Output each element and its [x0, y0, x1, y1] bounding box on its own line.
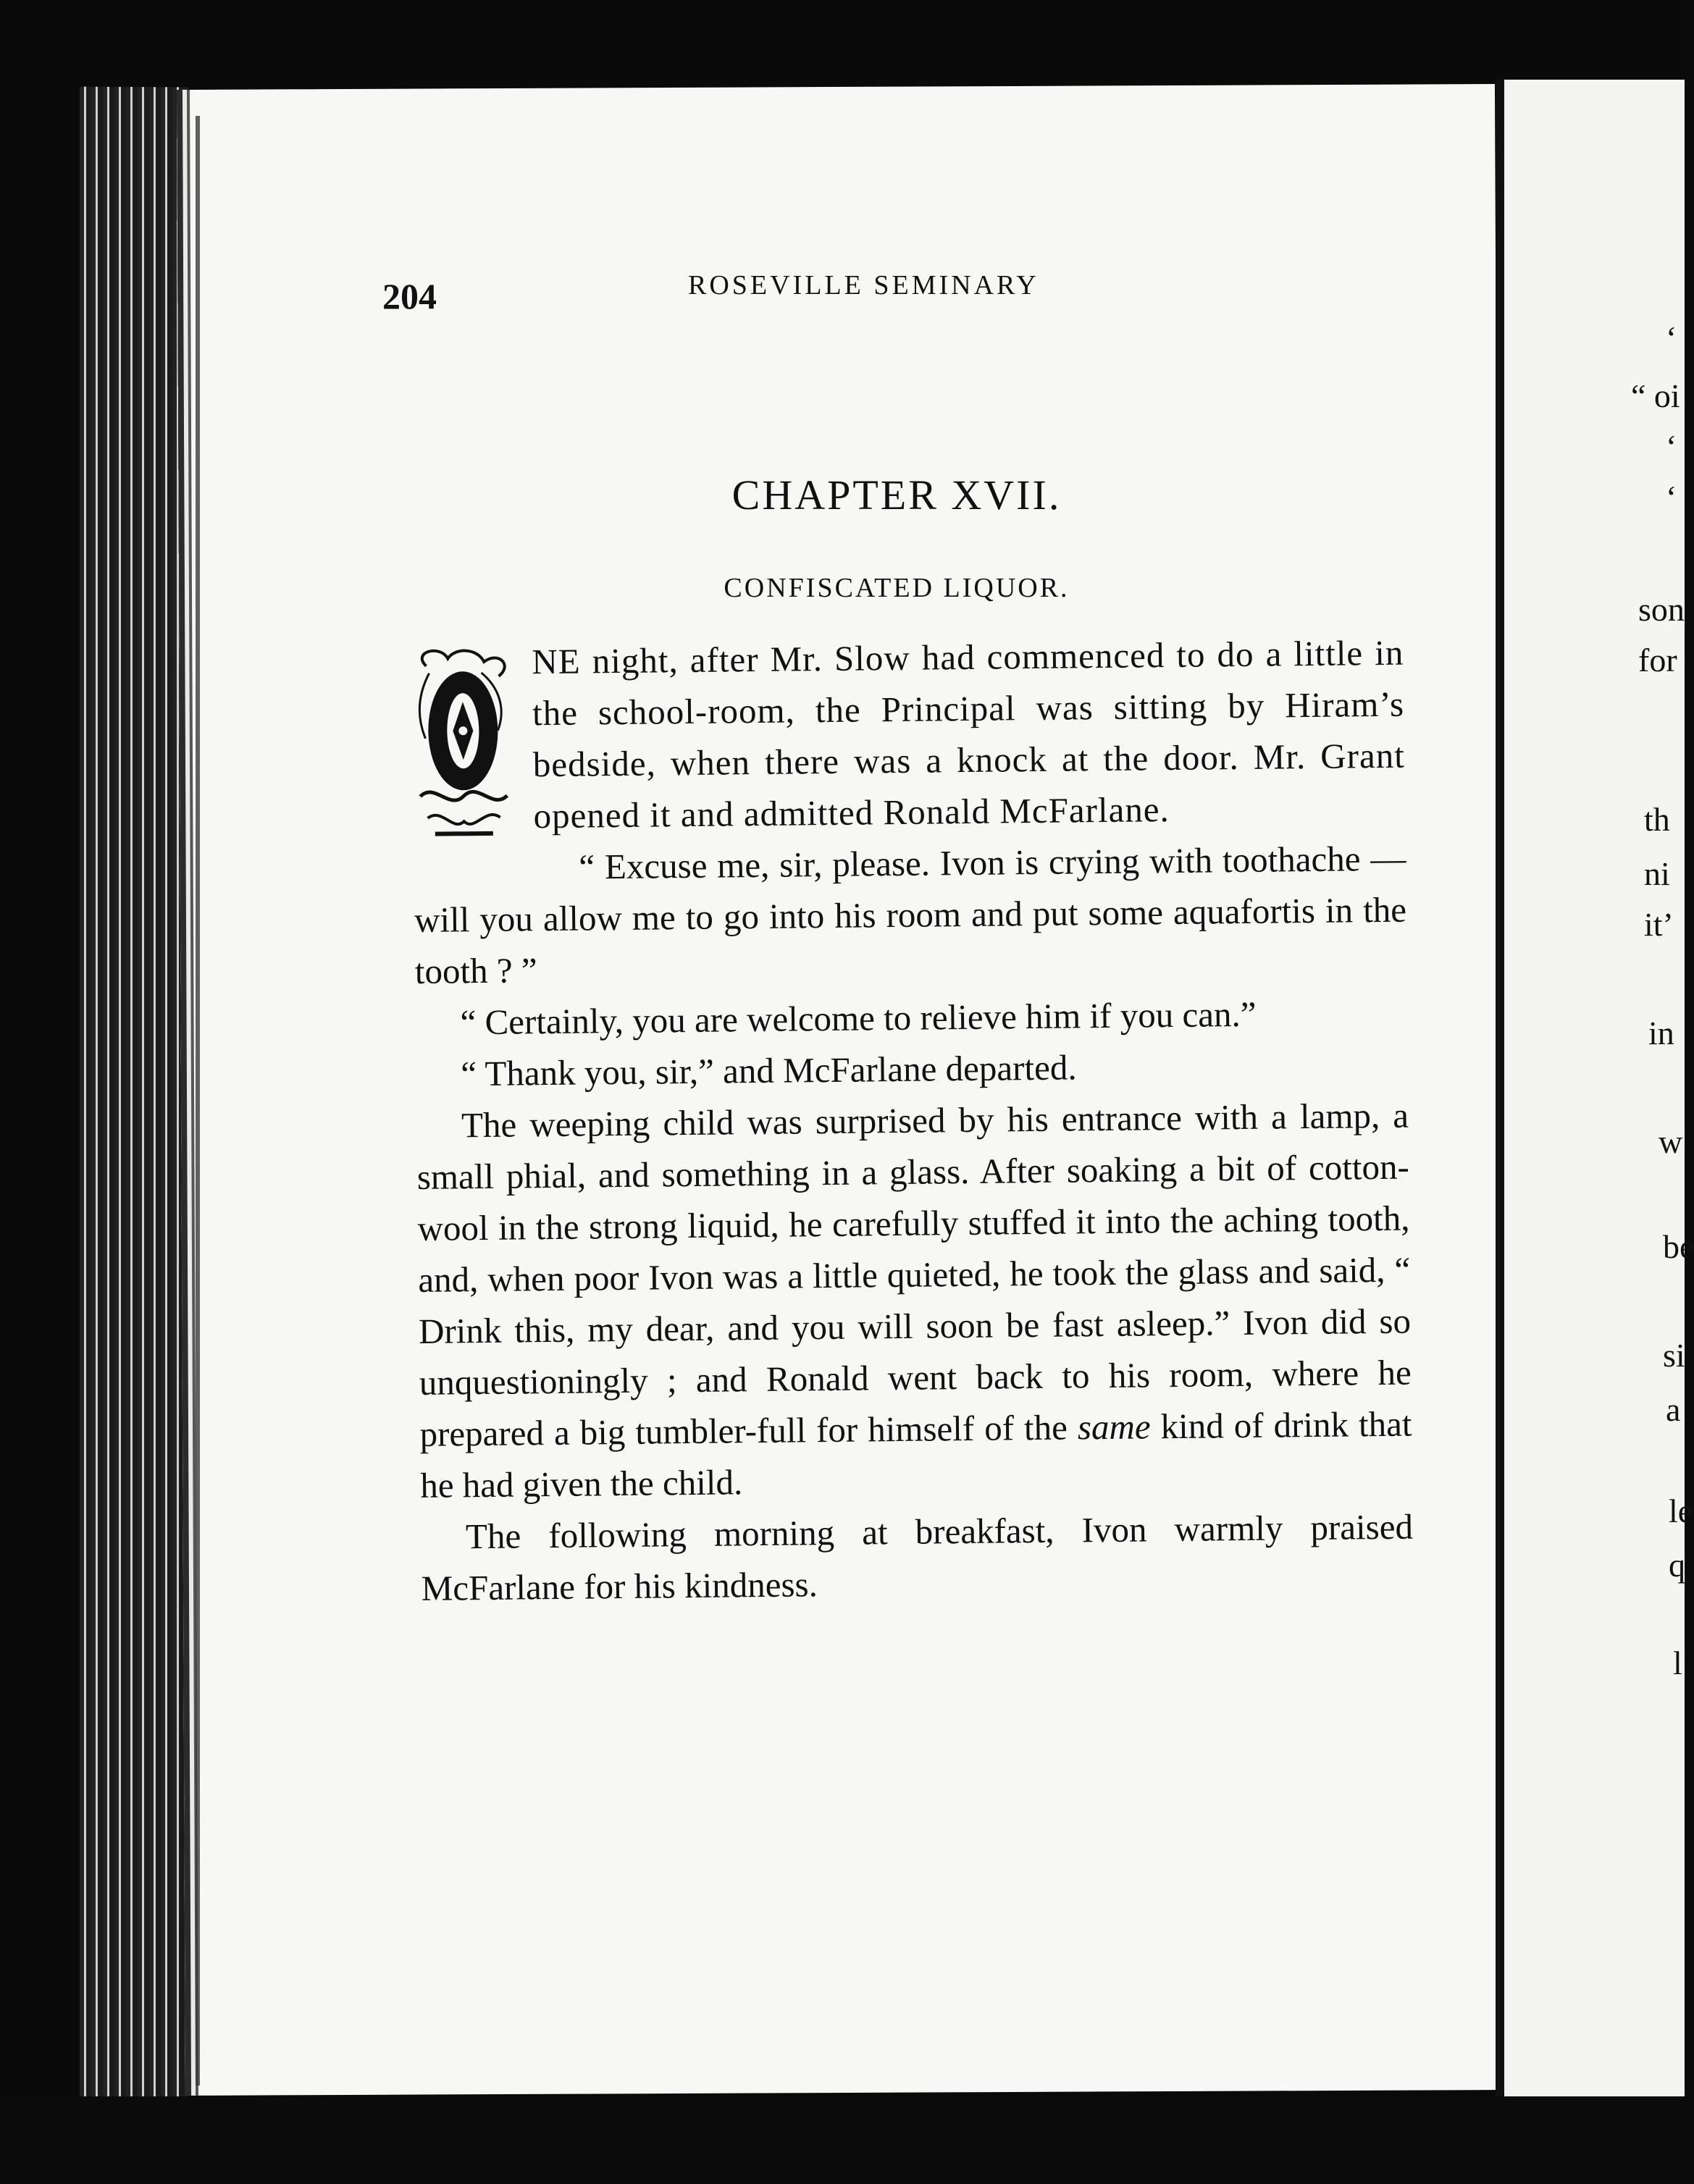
paragraph-2: “ Excuse me, sir, please. Ivon is crying with toothache —will you allow me to go into his room and put some aquafortis in the tooth ? ”: [414, 838, 1407, 991]
chapter-heading: CHAPTER XVII.: [731, 471, 1062, 518]
facing-page-fragment: ‘: [1666, 479, 1677, 516]
paragraph-5: [416, 1090, 1413, 1511]
book-gutter: [1496, 80, 1504, 2107]
facing-page-fragment: ‘: [1666, 319, 1677, 356]
facing-page-fragment: w: [1659, 1123, 1683, 1160]
facing-page-fragment: it’: [1644, 906, 1674, 943]
italic-word: same: [1077, 1406, 1151, 1448]
paragraph-4: “ Thank you, sir,” and McFarlane departed.: [461, 1047, 1077, 1094]
facing-page-fragment: for: [1638, 642, 1677, 679]
paragraph-3: “ Certainly, you are welcome to relieve him if you can.”: [460, 994, 1257, 1043]
facing-page-fragment: son: [1638, 591, 1685, 628]
facing-page-fragment: ‘: [1666, 428, 1677, 465]
facing-page-fragment: le: [1669, 1492, 1693, 1529]
facing-page-fragment: a: [1666, 1391, 1681, 1428]
paragraph-5-text: The weeping child was surprised by his entrance with a lamp, a small phial, and something in a glass. After soaking a bit of cotton-wool in the strong liquid, he carefully stuffed it into the aching tooth, and, when poor Ivon was a little quieted, he took the glass and said, “ Drink this, my dear, and you will soon be fast asleep.” Ivon did so unquestioningly ; and Ronald went back to his room, where he prepared a big tumbler-full for himself of the: [416, 1095, 1412, 1454]
facing-page-fragment: be: [1663, 1228, 1694, 1265]
chapter-subtitle: CONFISCATED LIQUOR.: [724, 573, 1070, 603]
page-border-line: [196, 116, 200, 2086]
facing-page-fragment: th: [1644, 801, 1670, 838]
scan-bottom-margin: [0, 2096, 1685, 2184]
drop-cap-ornament: [411, 644, 515, 847]
running-title: ROSEVILLE SEMINARY: [688, 270, 1039, 301]
paragraph-text: NE night, after Mr. Slow had commenced to do a little in the school-room, the Principal was sitting by Hiram’s bedside, when there was a knock at the door. Mr. Grant opened it and admitted Ronald McFarlane.: [532, 632, 1406, 836]
book-page-edges: [80, 87, 188, 2115]
paragraph-5-tail: kind of drink that he had given the child.: [419, 1403, 1412, 1505]
chapter-body: [411, 627, 1414, 1614]
paragraph-1: [411, 627, 1406, 843]
facing-page-fragment: l: [1673, 1645, 1682, 1681]
facing-page-fragment: “ oi: [1631, 377, 1680, 414]
facing-page-fragment: ni: [1644, 855, 1670, 892]
paragraph-6: The following morning at breakfast, Ivon warmly praised McFarlane for his kindness.: [421, 1506, 1414, 1608]
facing-page-fragment: q: [1669, 1547, 1685, 1584]
page-number: 204: [382, 276, 437, 316]
facing-page-fragment: si: [1663, 1337, 1685, 1374]
facing-page-fragment: in: [1648, 1015, 1674, 1051]
